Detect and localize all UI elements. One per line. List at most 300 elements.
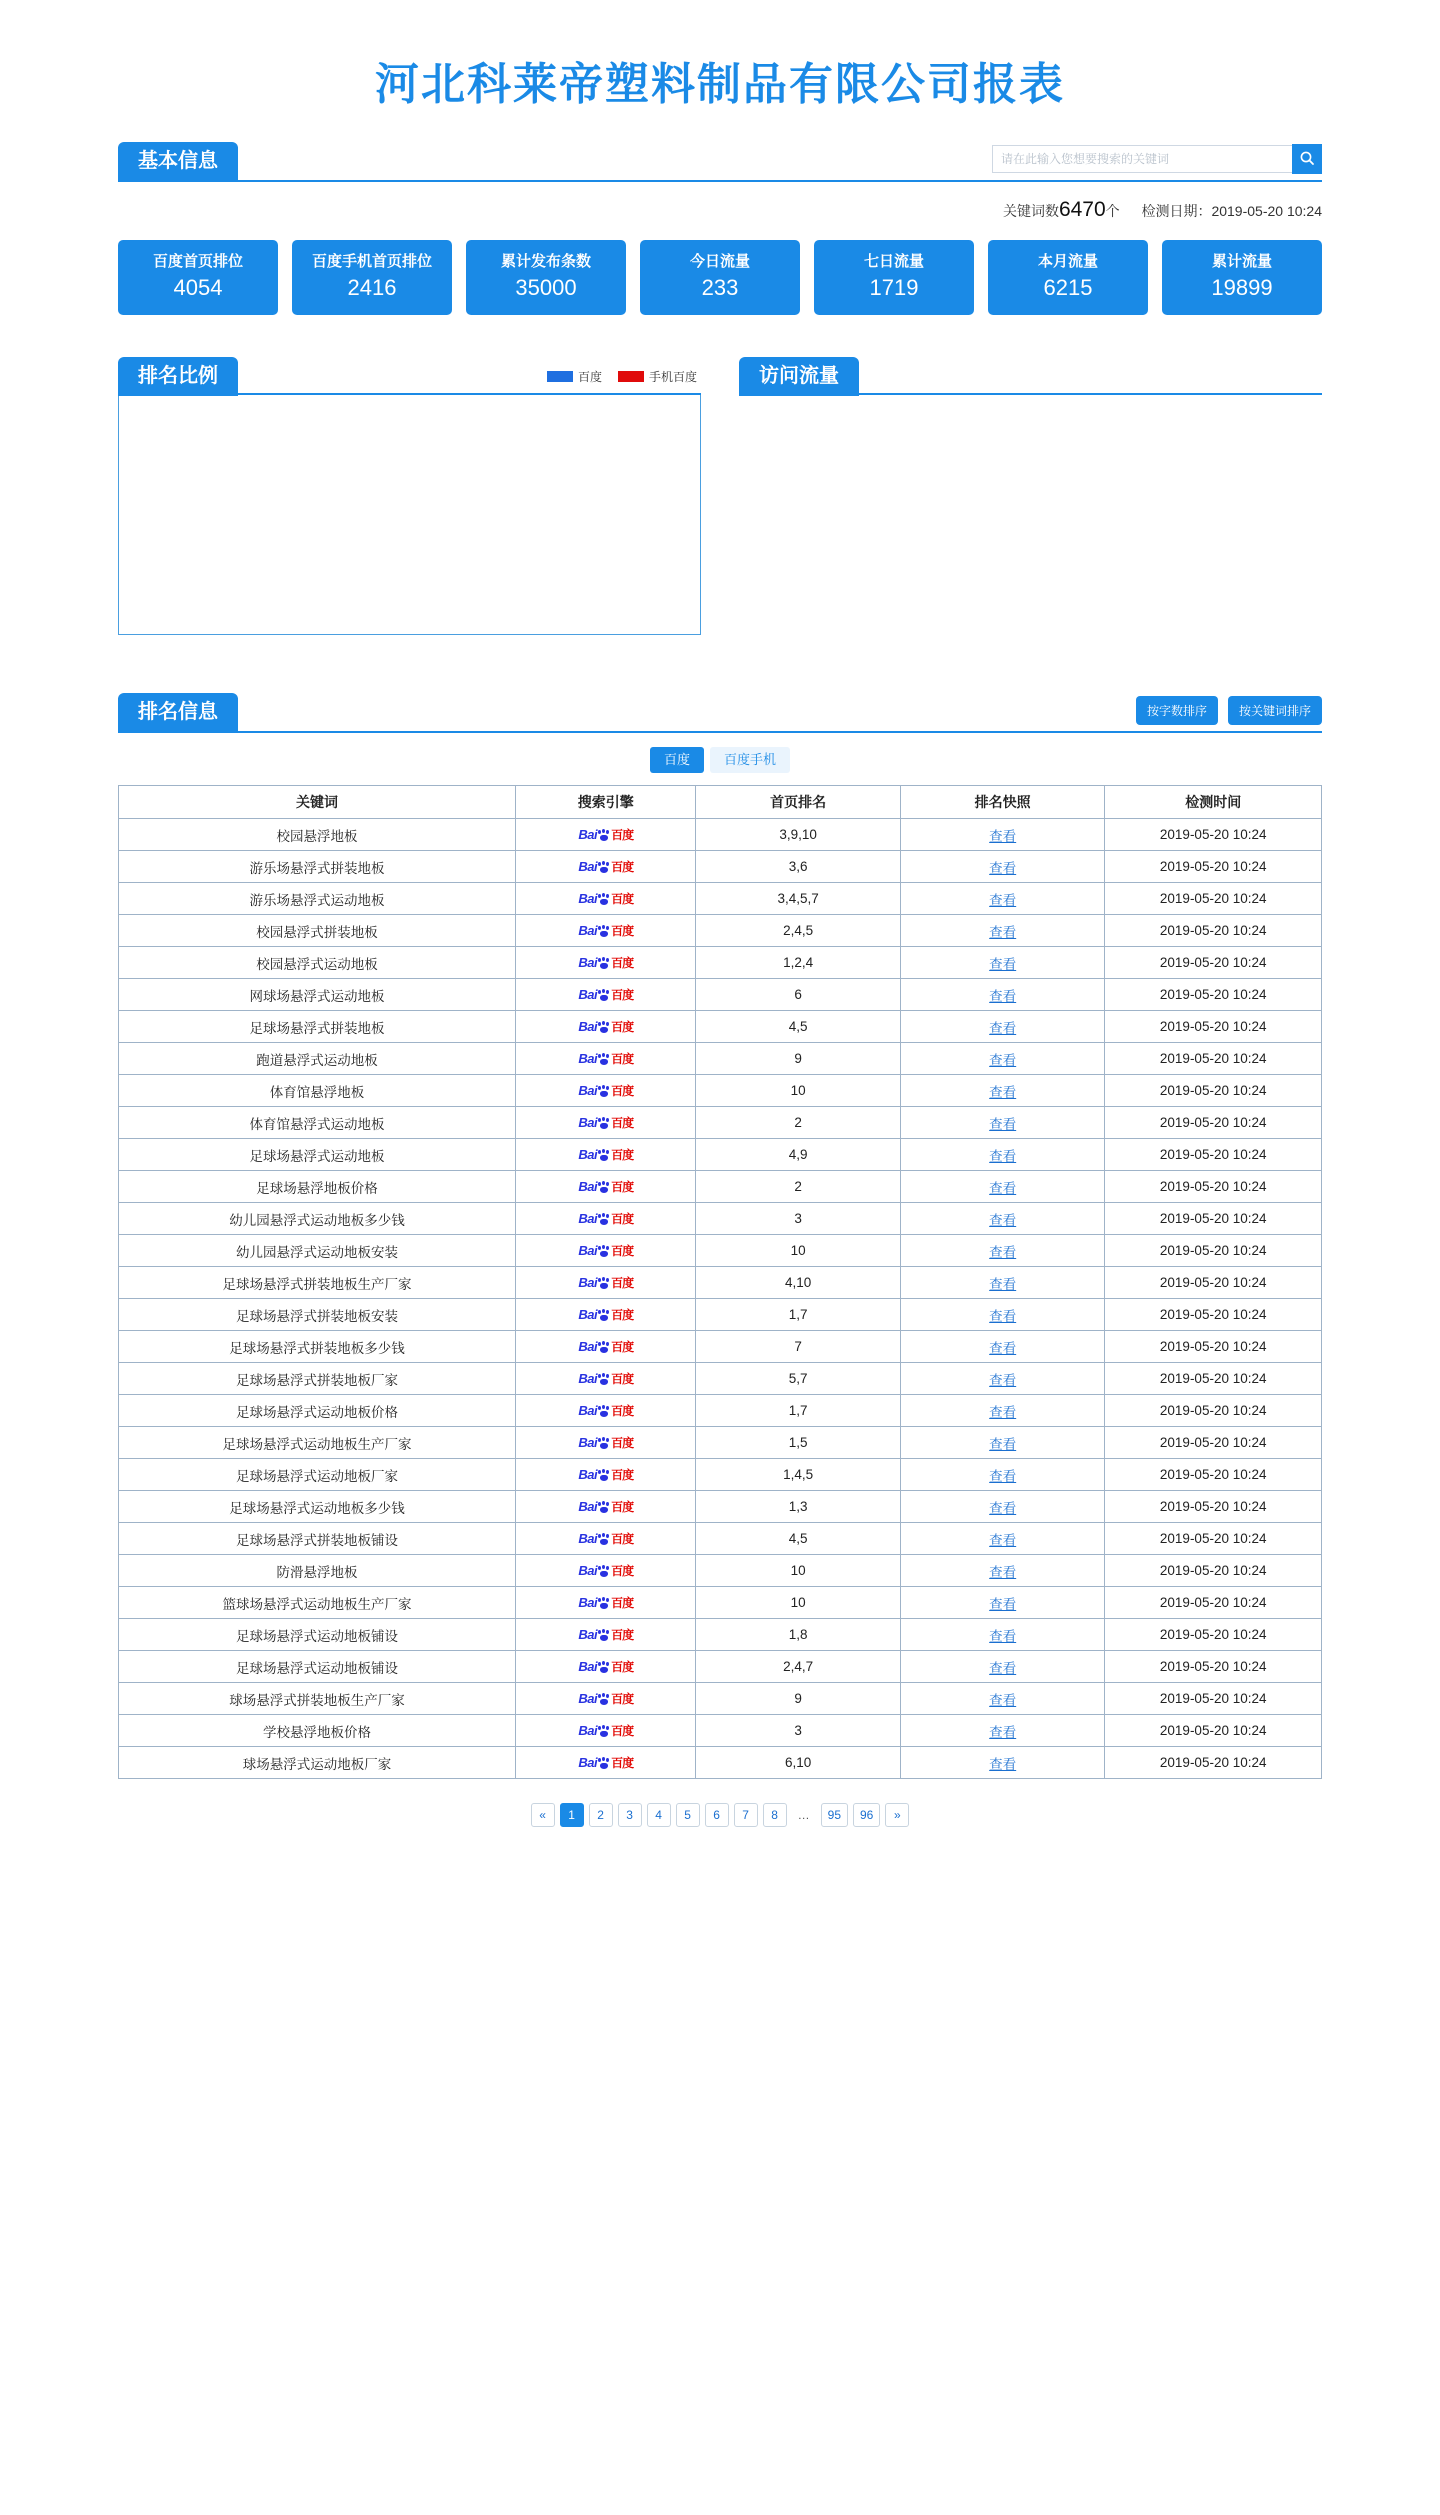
- cell-rank: 1,5: [696, 1427, 901, 1459]
- stat-label: 本月流量: [1037, 253, 1098, 270]
- cell-rank: 4,9: [696, 1139, 901, 1171]
- search-input[interactable]: [992, 145, 1292, 173]
- cell-keyword: 体育馆悬浮地板: [119, 1075, 516, 1107]
- search-icon: [1299, 150, 1315, 169]
- cell-keyword: 足球场悬浮式运动地板铺设: [119, 1619, 516, 1651]
- baidu-logo-icon: Bai 百度: [578, 827, 634, 842]
- baidu-logo-icon: Bai 百度: [578, 1339, 634, 1354]
- baidu-logo-icon: Bai 百度: [578, 1691, 634, 1706]
- cell-engine: [515, 1363, 695, 1395]
- cell-snapshot: [900, 1747, 1105, 1779]
- cell-time: 2019-05-20 10:24: [1105, 1267, 1322, 1299]
- cell-snapshot: [900, 1043, 1105, 1075]
- cell-snapshot: [900, 1459, 1105, 1491]
- ratio-chart-legend: [547, 368, 697, 385]
- column-header-engine: 搜索引擎: [515, 786, 695, 819]
- baidu-logo-icon: Bai 百度: [578, 1243, 634, 1258]
- cell-rank: 10: [696, 1235, 901, 1267]
- baidu-logo-icon: Bai 百度: [578, 1467, 634, 1482]
- view-snapshot-link[interactable]: 查看: [989, 1244, 1017, 1260]
- cell-engine: [515, 1683, 695, 1715]
- cell-keyword: 球场悬浮式运动地板厂家: [119, 1747, 516, 1779]
- pagination: [0, 1803, 1440, 1827]
- cell-engine: [515, 915, 695, 947]
- baidu-logo-icon: Bai 百度: [578, 1019, 634, 1034]
- cell-rank: 2: [696, 1107, 901, 1139]
- baidu-logo-icon: Bai 百度: [578, 1275, 634, 1290]
- view-snapshot-link[interactable]: 查看: [989, 828, 1017, 844]
- table-row: [119, 1011, 1322, 1043]
- cell-engine: [515, 1555, 695, 1587]
- baidu-logo-icon: Bai 百度: [578, 1211, 634, 1226]
- stat-value: 35000: [515, 275, 577, 300]
- stat-label: 百度手机首页排位: [311, 253, 432, 270]
- baidu-logo-icon: Bai 百度: [578, 1435, 634, 1450]
- cell-keyword: 校园悬浮式拼装地板: [119, 915, 516, 947]
- table-row: [119, 915, 1322, 947]
- pagination-page-8[interactable]: 8: [763, 1803, 787, 1827]
- cell-engine: [515, 1267, 695, 1299]
- legend-label-baidu: 百度: [577, 370, 602, 384]
- cell-keyword: 篮球场悬浮式运动地板生产厂家: [119, 1587, 516, 1619]
- cell-rank: 10: [696, 1555, 901, 1587]
- cell-engine: [515, 1715, 695, 1747]
- cell-snapshot: [900, 1107, 1105, 1139]
- keyword-count-suffix: 个: [1105, 203, 1120, 219]
- cell-snapshot: [900, 947, 1105, 979]
- pagination-page-7[interactable]: 7: [734, 1803, 758, 1827]
- cell-time: 2019-05-20 10:24: [1105, 1203, 1322, 1235]
- cell-keyword: 足球场悬浮式拼装地板多少钱: [119, 1331, 516, 1363]
- cell-snapshot: [900, 915, 1105, 947]
- ranking-info-header: [118, 693, 1322, 733]
- baidu-logo-icon: Bai 百度: [578, 1083, 634, 1098]
- cell-rank: 3: [696, 1715, 901, 1747]
- baidu-logo-icon: Bai 百度: [578, 1307, 634, 1322]
- stat-label: 累计发布条数: [500, 253, 591, 270]
- cell-snapshot: [900, 979, 1105, 1011]
- cell-snapshot: [900, 1235, 1105, 1267]
- cell-keyword: 足球场悬浮式拼装地板厂家: [119, 1363, 516, 1395]
- legend-item-baidu: [547, 368, 602, 385]
- legend-swatch-mobile-baidu: [618, 371, 644, 382]
- traffic-chart-header: [739, 357, 1322, 395]
- view-snapshot-link[interactable]: 查看: [989, 1564, 1017, 1580]
- view-snapshot-link[interactable]: 查看: [989, 1404, 1017, 1420]
- cell-time: 2019-05-20 10:24: [1105, 1491, 1322, 1523]
- table-row: [119, 1235, 1322, 1267]
- ranking-table-body: [119, 819, 1322, 1779]
- stat-card[interactable]: [1162, 240, 1322, 315]
- sort-by-word-count-button[interactable]: 按字数排序: [1136, 696, 1218, 725]
- legend-item-mobile-baidu: [618, 368, 697, 385]
- keyword-count-value: 6470: [1058, 198, 1106, 221]
- table-row: [119, 851, 1322, 883]
- cell-rank: 1,2,4: [696, 947, 901, 979]
- cell-rank: 9: [696, 1043, 901, 1075]
- view-snapshot-link[interactable]: 查看: [989, 1116, 1017, 1132]
- baidu-logo-icon: Bai 百度: [578, 1147, 634, 1162]
- ranking-table: [118, 785, 1322, 1779]
- baidu-logo-icon: Bai 百度: [578, 955, 634, 970]
- pagination-page-95[interactable]: 95: [821, 1803, 848, 1827]
- view-snapshot-link[interactable]: 查看: [989, 924, 1017, 940]
- cell-snapshot: [900, 1427, 1105, 1459]
- cell-snapshot: [900, 1715, 1105, 1747]
- view-snapshot-link[interactable]: 查看: [989, 1180, 1017, 1196]
- cell-time: 2019-05-20 10:24: [1105, 1299, 1322, 1331]
- cell-time: 2019-05-20 10:24: [1105, 1171, 1322, 1203]
- view-snapshot-link[interactable]: 查看: [989, 1756, 1017, 1772]
- baidu-logo-icon: Bai 百度: [578, 859, 634, 874]
- baidu-logo-icon: Bai 百度: [578, 1659, 634, 1674]
- table-row: [119, 1331, 1322, 1363]
- view-snapshot-link[interactable]: 查看: [989, 956, 1017, 972]
- view-snapshot-link[interactable]: 查看: [989, 1692, 1017, 1708]
- ratio-chart-tab[interactable]: 排名比例: [118, 357, 238, 396]
- view-snapshot-link[interactable]: 查看: [989, 988, 1017, 1004]
- cell-engine: [515, 1587, 695, 1619]
- view-snapshot-link[interactable]: 查看: [989, 1724, 1017, 1740]
- stat-card[interactable]: [466, 240, 626, 315]
- cell-engine: [515, 1043, 695, 1075]
- cell-time: 2019-05-20 10:24: [1105, 851, 1322, 883]
- cell-engine: [515, 1107, 695, 1139]
- cell-time: 2019-05-20 10:24: [1105, 947, 1322, 979]
- view-snapshot-link[interactable]: 查看: [989, 1436, 1017, 1452]
- view-snapshot-link[interactable]: 查看: [989, 1500, 1017, 1516]
- cell-engine: [515, 1619, 695, 1651]
- view-snapshot-link[interactable]: 查看: [989, 1020, 1017, 1036]
- table-header-row: [119, 786, 1322, 819]
- ratio-chart-box: [118, 357, 701, 635]
- table-row: [119, 947, 1322, 979]
- cell-engine: [515, 1171, 695, 1203]
- view-snapshot-link[interactable]: 查看: [989, 1340, 1017, 1356]
- cell-keyword: 足球场悬浮式拼装地板铺设: [119, 1523, 516, 1555]
- stat-cards: [118, 240, 1322, 315]
- ratio-chart-header: [118, 357, 701, 395]
- cell-rank: 5,7: [696, 1363, 901, 1395]
- cell-keyword: 网球场悬浮式运动地板: [119, 979, 516, 1011]
- cell-time: 2019-05-20 10:24: [1105, 1683, 1322, 1715]
- table-row: [119, 1555, 1322, 1587]
- traffic-chart-tab[interactable]: 访问流量: [739, 357, 859, 396]
- cell-time: 2019-05-20 10:24: [1105, 1747, 1322, 1779]
- table-row: [119, 1075, 1322, 1107]
- cell-snapshot: [900, 1331, 1105, 1363]
- view-snapshot-link[interactable]: 查看: [989, 1052, 1017, 1068]
- cell-snapshot: [900, 1139, 1105, 1171]
- cell-rank: 1,4,5: [696, 1459, 901, 1491]
- cell-snapshot: [900, 1075, 1105, 1107]
- stat-label: 七日流量: [863, 253, 924, 270]
- table-row: [119, 979, 1322, 1011]
- table-row: [119, 1427, 1322, 1459]
- cell-rank: 1,7: [696, 1395, 901, 1427]
- view-snapshot-link[interactable]: 查看: [989, 1596, 1017, 1612]
- cell-snapshot: [900, 1683, 1105, 1715]
- cell-rank: 10: [696, 1075, 901, 1107]
- table-row: [119, 1363, 1322, 1395]
- stat-value: 19899: [1211, 275, 1273, 300]
- view-snapshot-link[interactable]: 查看: [989, 1212, 1017, 1228]
- table-row: [119, 1523, 1322, 1555]
- stat-value: 4054: [173, 275, 223, 300]
- cell-time: 2019-05-20 10:24: [1105, 1331, 1322, 1363]
- cell-time: 2019-05-20 10:24: [1105, 1587, 1322, 1619]
- cell-rank: 10: [696, 1587, 901, 1619]
- cell-keyword: 游乐场悬浮式运动地板: [119, 883, 516, 915]
- table-row: [119, 1171, 1322, 1203]
- cell-keyword: 足球场悬浮式运动地板铺设: [119, 1651, 516, 1683]
- pagination-page-4[interactable]: 4: [647, 1803, 671, 1827]
- pagination-ellipsis: …: [792, 1803, 816, 1827]
- cell-rank: 6,10: [696, 1747, 901, 1779]
- column-header-keyword: 关键词: [119, 786, 516, 819]
- pagination-page-5[interactable]: 5: [676, 1803, 700, 1827]
- cell-engine: [515, 1747, 695, 1779]
- view-snapshot-link[interactable]: 查看: [989, 1084, 1017, 1100]
- stat-label: 今日流量: [689, 253, 750, 270]
- cell-engine: [515, 1299, 695, 1331]
- cell-keyword: 校园悬浮地板: [119, 819, 516, 851]
- cell-time: 2019-05-20 10:24: [1105, 1395, 1322, 1427]
- cell-engine: [515, 1491, 695, 1523]
- cell-time: 2019-05-20 10:24: [1105, 819, 1322, 851]
- traffic-chart-box: [739, 357, 1322, 635]
- cell-rank: 4,10: [696, 1267, 901, 1299]
- cell-snapshot: [900, 1363, 1105, 1395]
- cell-engine: [515, 1395, 695, 1427]
- baidu-logo-icon: Bai 百度: [578, 1563, 634, 1578]
- cell-engine: [515, 1011, 695, 1043]
- pagination-prev[interactable]: «: [531, 1803, 555, 1827]
- ranking-info-tab[interactable]: 排名信息: [118, 693, 238, 732]
- cell-snapshot: [900, 819, 1105, 851]
- view-snapshot-link[interactable]: 查看: [989, 1276, 1017, 1292]
- cell-keyword: 防滑悬浮地板: [119, 1555, 516, 1587]
- cell-keyword: 足球场悬浮式运动地板厂家: [119, 1459, 516, 1491]
- cell-snapshot: [900, 1267, 1105, 1299]
- search-area: [992, 144, 1322, 174]
- table-row: [119, 1267, 1322, 1299]
- baidu-logo-icon: Bai 百度: [578, 1403, 634, 1418]
- stat-card[interactable]: [814, 240, 974, 315]
- cell-time: 2019-05-20 10:24: [1105, 883, 1322, 915]
- view-snapshot-link[interactable]: 查看: [989, 1532, 1017, 1548]
- keyword-count-prefix: 关键词数: [1002, 203, 1059, 219]
- view-snapshot-link[interactable]: 查看: [989, 1372, 1017, 1388]
- table-row: [119, 1459, 1322, 1491]
- cell-rank: 1,8: [696, 1619, 901, 1651]
- cell-time: 2019-05-20 10:24: [1105, 1651, 1322, 1683]
- cell-time: 2019-05-20 10:24: [1105, 1075, 1322, 1107]
- ratio-chart-canvas: [118, 395, 701, 635]
- cell-rank: 6: [696, 979, 901, 1011]
- basic-info-tab[interactable]: 基本信息: [118, 142, 238, 181]
- cell-snapshot: [900, 1171, 1105, 1203]
- cell-rank: 2,4,7: [696, 1651, 901, 1683]
- table-row: [119, 1747, 1322, 1779]
- meta-line: [118, 198, 1322, 222]
- cell-time: 2019-05-20 10:24: [1105, 1107, 1322, 1139]
- baidu-logo-icon: Bai 百度: [578, 1051, 634, 1066]
- pagination-page-6[interactable]: 6: [705, 1803, 729, 1827]
- cell-time: 2019-05-20 10:24: [1105, 1555, 1322, 1587]
- cell-snapshot: [900, 1555, 1105, 1587]
- table-row: [119, 1203, 1322, 1235]
- cell-rank: 2: [696, 1171, 901, 1203]
- sort-by-keyword-button[interactable]: 按关键词排序: [1228, 696, 1322, 725]
- baidu-logo-icon: Bai 百度: [578, 1371, 634, 1386]
- table-row: [119, 1491, 1322, 1523]
- cell-rank: 4,5: [696, 1011, 901, 1043]
- baidu-logo-icon: Bai 百度: [578, 1115, 634, 1130]
- view-snapshot-link[interactable]: 查看: [989, 1148, 1017, 1164]
- cell-time: 2019-05-20 10:24: [1105, 1523, 1322, 1555]
- stat-card[interactable]: [988, 240, 1148, 315]
- table-row: [119, 1139, 1322, 1171]
- baidu-logo-icon: Bai 百度: [578, 987, 634, 1002]
- stat-card[interactable]: [640, 240, 800, 315]
- view-snapshot-link[interactable]: 查看: [989, 1468, 1017, 1484]
- cell-time: 2019-05-20 10:24: [1105, 1139, 1322, 1171]
- sort-buttons: [1136, 696, 1322, 725]
- cell-snapshot: [900, 1203, 1105, 1235]
- cell-rank: 1,3: [696, 1491, 901, 1523]
- column-header-time: 检测时间: [1105, 786, 1322, 819]
- stat-value: 233: [701, 275, 739, 300]
- cell-rank: 3,6: [696, 851, 901, 883]
- cell-snapshot: [900, 1491, 1105, 1523]
- baidu-logo-icon: Bai 百度: [578, 1723, 634, 1738]
- table-row: [119, 1651, 1322, 1683]
- cell-keyword: 游乐场悬浮式拼装地板: [119, 851, 516, 883]
- stat-value: 6215: [1043, 275, 1093, 300]
- cell-engine: [515, 851, 695, 883]
- cell-keyword: 幼儿园悬浮式运动地板安装: [119, 1235, 516, 1267]
- cell-rank: 3,4,5,7: [696, 883, 901, 915]
- cell-rank: 3: [696, 1203, 901, 1235]
- stat-label: 累计流量: [1211, 253, 1272, 270]
- cell-time: 2019-05-20 10:24: [1105, 1011, 1322, 1043]
- table-row: [119, 1619, 1322, 1651]
- cell-keyword: 体育馆悬浮式运动地板: [119, 1107, 516, 1139]
- table-row: [119, 1395, 1322, 1427]
- table-row: [119, 819, 1322, 851]
- legend-label-mobile-baidu: 手机百度: [648, 370, 697, 384]
- cell-time: 2019-05-20 10:24: [1105, 1619, 1322, 1651]
- cell-engine: [515, 1075, 695, 1107]
- baidu-logo-icon: Bai 百度: [578, 923, 634, 938]
- legend-swatch-baidu: [547, 371, 573, 382]
- cell-time: 2019-05-20 10:24: [1105, 979, 1322, 1011]
- column-header-rank: 首页排名: [696, 786, 901, 819]
- pagination-page-3[interactable]: 3: [618, 1803, 642, 1827]
- stat-value: 2416: [347, 275, 397, 300]
- cell-snapshot: [900, 1523, 1105, 1555]
- cell-time: 2019-05-20 10:24: [1105, 1363, 1322, 1395]
- basic-info-header: [118, 142, 1322, 182]
- cell-keyword: 足球场悬浮式运动地板生产厂家: [119, 1427, 516, 1459]
- baidu-logo-icon: Bai 百度: [578, 1627, 634, 1642]
- cell-keyword: 学校悬浮地板价格: [119, 1715, 516, 1747]
- pagination-next[interactable]: »: [885, 1803, 909, 1827]
- cell-snapshot: [900, 1651, 1105, 1683]
- cell-keyword: 足球场悬浮式拼装地板: [119, 1011, 516, 1043]
- cell-keyword: 足球场悬浮式运动地板: [119, 1139, 516, 1171]
- cell-rank: 2,4,5: [696, 915, 901, 947]
- cell-snapshot: [900, 1011, 1105, 1043]
- view-snapshot-link[interactable]: 查看: [989, 1628, 1017, 1644]
- baidu-logo-icon: Bai 百度: [578, 891, 634, 906]
- view-snapshot-link[interactable]: 查看: [989, 1660, 1017, 1676]
- view-snapshot-link[interactable]: 查看: [989, 860, 1017, 876]
- cell-keyword: 足球场悬浮式运动地板价格: [119, 1395, 516, 1427]
- baidu-logo-icon: Bai 百度: [578, 1179, 634, 1194]
- cell-engine: [515, 979, 695, 1011]
- charts-row: [118, 357, 1322, 635]
- check-date: 检测日期：2019-05-20 10:24: [1141, 203, 1322, 219]
- table-row: [119, 883, 1322, 915]
- baidu-logo-icon: Bai 百度: [578, 1531, 634, 1546]
- search-button[interactable]: [1292, 144, 1322, 174]
- pagination-page-2[interactable]: 2: [589, 1803, 613, 1827]
- cell-engine: [515, 947, 695, 979]
- table-row: [119, 1299, 1322, 1331]
- stat-label: 百度首页排位: [152, 253, 243, 270]
- tab-baidu[interactable]: 百度: [650, 747, 704, 773]
- engine-tabs: [118, 747, 1322, 773]
- cell-keyword: 幼儿园悬浮式运动地板多少钱: [119, 1203, 516, 1235]
- cell-snapshot: [900, 1299, 1105, 1331]
- cell-engine: [515, 1459, 695, 1491]
- pagination-page-96[interactable]: 96: [853, 1803, 880, 1827]
- stat-card[interactable]: [118, 240, 278, 315]
- view-snapshot-link[interactable]: 查看: [989, 892, 1017, 908]
- cell-engine: [515, 1331, 695, 1363]
- cell-keyword: 跑道悬浮式运动地板: [119, 1043, 516, 1075]
- table-row: [119, 1043, 1322, 1075]
- baidu-logo-icon: Bai 百度: [578, 1595, 634, 1610]
- cell-time: 2019-05-20 10:24: [1105, 1043, 1322, 1075]
- pagination-page-1[interactable]: 1: [560, 1803, 584, 1827]
- cell-engine: [515, 1651, 695, 1683]
- stat-card[interactable]: [292, 240, 452, 315]
- page-title: 河北科莱帝塑料制品有限公司报表: [375, 60, 1065, 109]
- cell-engine: [515, 1427, 695, 1459]
- traffic-chart-canvas: [739, 395, 1322, 635]
- cell-keyword: 球场悬浮式拼装地板生产厂家: [119, 1683, 516, 1715]
- cell-engine: [515, 819, 695, 851]
- column-header-snapshot: 排名快照: [900, 786, 1105, 819]
- cell-keyword: 足球场悬浮地板价格: [119, 1171, 516, 1203]
- cell-snapshot: [900, 1395, 1105, 1427]
- tab-baidu-mobile[interactable]: 百度手机: [710, 747, 790, 773]
- cell-time: 2019-05-20 10:24: [1105, 1235, 1322, 1267]
- cell-snapshot: [900, 1587, 1105, 1619]
- table-row: [119, 1715, 1322, 1747]
- baidu-logo-icon: Bai 百度: [578, 1499, 634, 1514]
- cell-time: 2019-05-20 10:24: [1105, 915, 1322, 947]
- cell-engine: [515, 1203, 695, 1235]
- view-snapshot-link[interactable]: 查看: [989, 1308, 1017, 1324]
- cell-engine: [515, 883, 695, 915]
- cell-snapshot: [900, 851, 1105, 883]
- table-row: [119, 1587, 1322, 1619]
- cell-time: 2019-05-20 10:24: [1105, 1427, 1322, 1459]
